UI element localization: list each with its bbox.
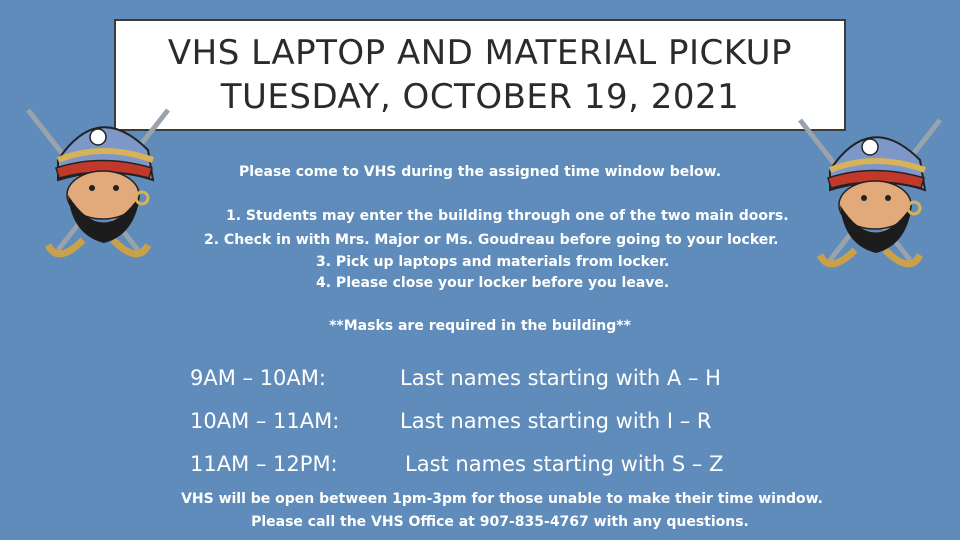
step-3: 3. Pick up laptops and materials from locker. <box>316 254 670 270</box>
footer-line-1: VHS will be open between 1pm-3pm for those unable to make their time window. <box>181 491 823 507</box>
step-4: 4. Please close your locker before you leave. <box>316 275 670 291</box>
masks-note: **Masks are required in the building** <box>329 318 631 334</box>
schedule-group: Last names starting with S – Z <box>405 452 724 476</box>
schedule-time: 10AM – 11AM: <box>190 409 340 433</box>
schedule-time: 9AM – 10AM: <box>190 366 326 390</box>
page-date: TUESDAY, OCTOBER 19, 2021 <box>220 77 740 117</box>
step-2: 2. Check in with Mrs. Major or Ms. Goudreau before going to your locker. <box>204 232 779 248</box>
title-box <box>114 19 846 131</box>
schedule-group: Last names starting with I – R <box>400 409 712 433</box>
intro-text: Please come to VHS during the assigned time window below. <box>238 164 722 180</box>
footer-line-2: Please call the VHS Office at 907-835-4767 with any questions. <box>251 514 749 530</box>
step-1: 1. Students may enter the building through one of the two main doors. <box>226 208 789 224</box>
page-title: VHS LAPTOP AND MATERIAL PICKUP <box>167 33 793 73</box>
schedule-time: 11AM – 12PM: <box>190 452 338 476</box>
pirate-mascot-icon <box>790 110 950 290</box>
pirate-mascot-icon <box>18 100 178 280</box>
schedule-group: Last names starting with A – H <box>400 366 721 390</box>
